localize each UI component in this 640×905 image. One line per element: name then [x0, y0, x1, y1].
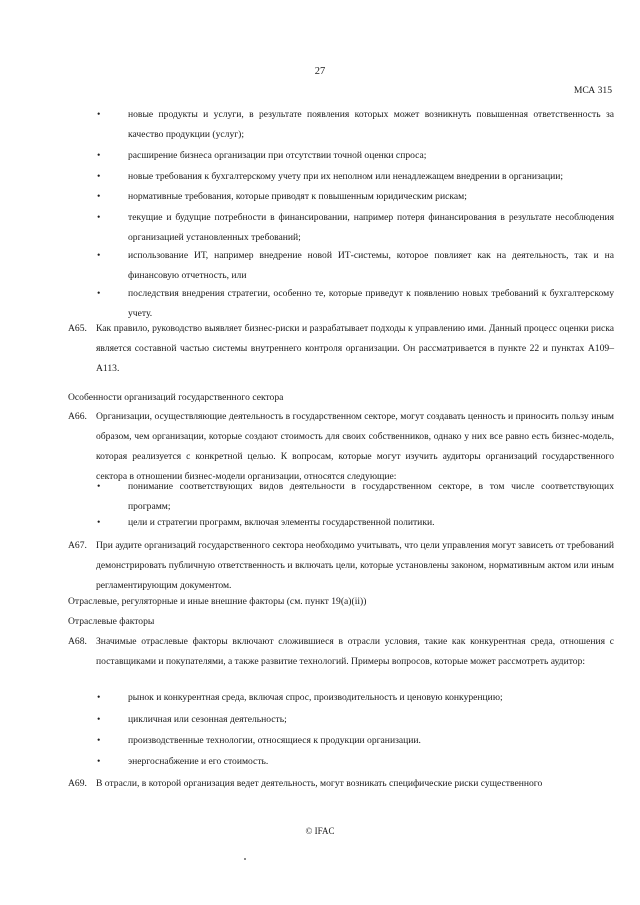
list-item: • нормативные требования, которые приводят к повышенным юридическим рискам;: [97, 191, 467, 202]
paragraph-a68: A68. Значимые отраслевые факторы включают сложившиеся в отрасли условия, такие как конкурентная среда, отношения с поставщиками и покупателями, а также развитие технологий. Примеры вопросов, которые может рассмотреть аудитор:: [68, 636, 614, 667]
footer-copyright: © IFAC: [305, 826, 335, 836]
list-item: • использование ИТ, например внедрение новой ИТ-системы, которое повлияет как на деятельность, так и на финансовую отчетность, или: [97, 250, 614, 281]
document-code: МСА 315: [573, 85, 612, 96]
page-number: 27: [314, 66, 326, 77]
section-heading-industry: Отраслевые, регуляторные и иные внешние факторы (см. пункт 19(a)(ii)): [68, 596, 367, 607]
list-item: • цикличная или сезонная деятельность;: [97, 714, 287, 725]
scan-dot: [244, 858, 246, 860]
list-item: • текущие и будущие потребности в финансировании, например потеря финансирования в результате несоблюдения организацией установленных требований;: [97, 212, 614, 243]
list-item: • энергоснабжение и его стоимость.: [97, 756, 269, 767]
paragraph-a65: A65. Как правило, руководство выявляет бизнес-риски и разрабатывает подходы к управлению ими. Данный процесс оценки риска является составной частью системы внутреннего контроля организации. Он рассматривается в пункте 22 и пунктах A109–A113.: [68, 323, 614, 374]
list-item: • новые требования к бухгалтерскому учету при их неполном или ненадлежащем внедрении в организации;: [97, 171, 564, 182]
list-item: • производственные технологии, относящиеся к продукции организации.: [97, 735, 421, 746]
list-item: • последствия внедрения стратегии, особенно те, которые приведут к появлению новых требований к бухгалтерскому учету.: [97, 288, 614, 319]
list-item: • цели и стратегии программ, включая элементы государственной политики.: [97, 517, 435, 528]
paragraph-a66: A66. Организации, осуществляющие деятельность в государственном секторе, могут создавать ценность и приносить пользу иным образом, чем организации, которые создают стоимость для своих собственников, однако у них все равно есть бизнес-модель, которая реализуется с конкретной целью. К вопросам, которые могут изучить аудиторы организаций государственного сектора в отношении бизнес-модели организации, относятся следующие:: [68, 411, 614, 482]
paragraph-a69: A69. В отрасли, в которой организация ведет деятельность, могут возникать специфические риски существенного: [68, 778, 543, 789]
section-heading-public-sector: Особенности организаций государственного сектора: [68, 392, 284, 403]
list-item: • понимание соответствующих видов деятельности в государственном секторе, в том числе соответствующих программ;: [97, 481, 614, 512]
paragraph-a67: A67. При аудите организаций государственного сектора необходимо учитывать, что цели управления могут зависеть от требований демонстрировать публичную ответственность и включать цели, которые установлены законом, нормативным актом или иным регламентирующим документом.: [68, 540, 614, 591]
subheading-industry-factors: Отраслевые факторы: [68, 616, 155, 627]
list-item: • расширение бизнеса организации при отсутствии точной оценки спроса;: [97, 150, 427, 161]
list-item: • новые продукты и услуги, в результате появления которых может возникнуть повышенная ответственность за качество продукции (услуг);: [97, 109, 614, 140]
list-item: • рынок и конкурентная среда, включая спрос, производительность и ценовую конкуренцию;: [97, 692, 503, 703]
